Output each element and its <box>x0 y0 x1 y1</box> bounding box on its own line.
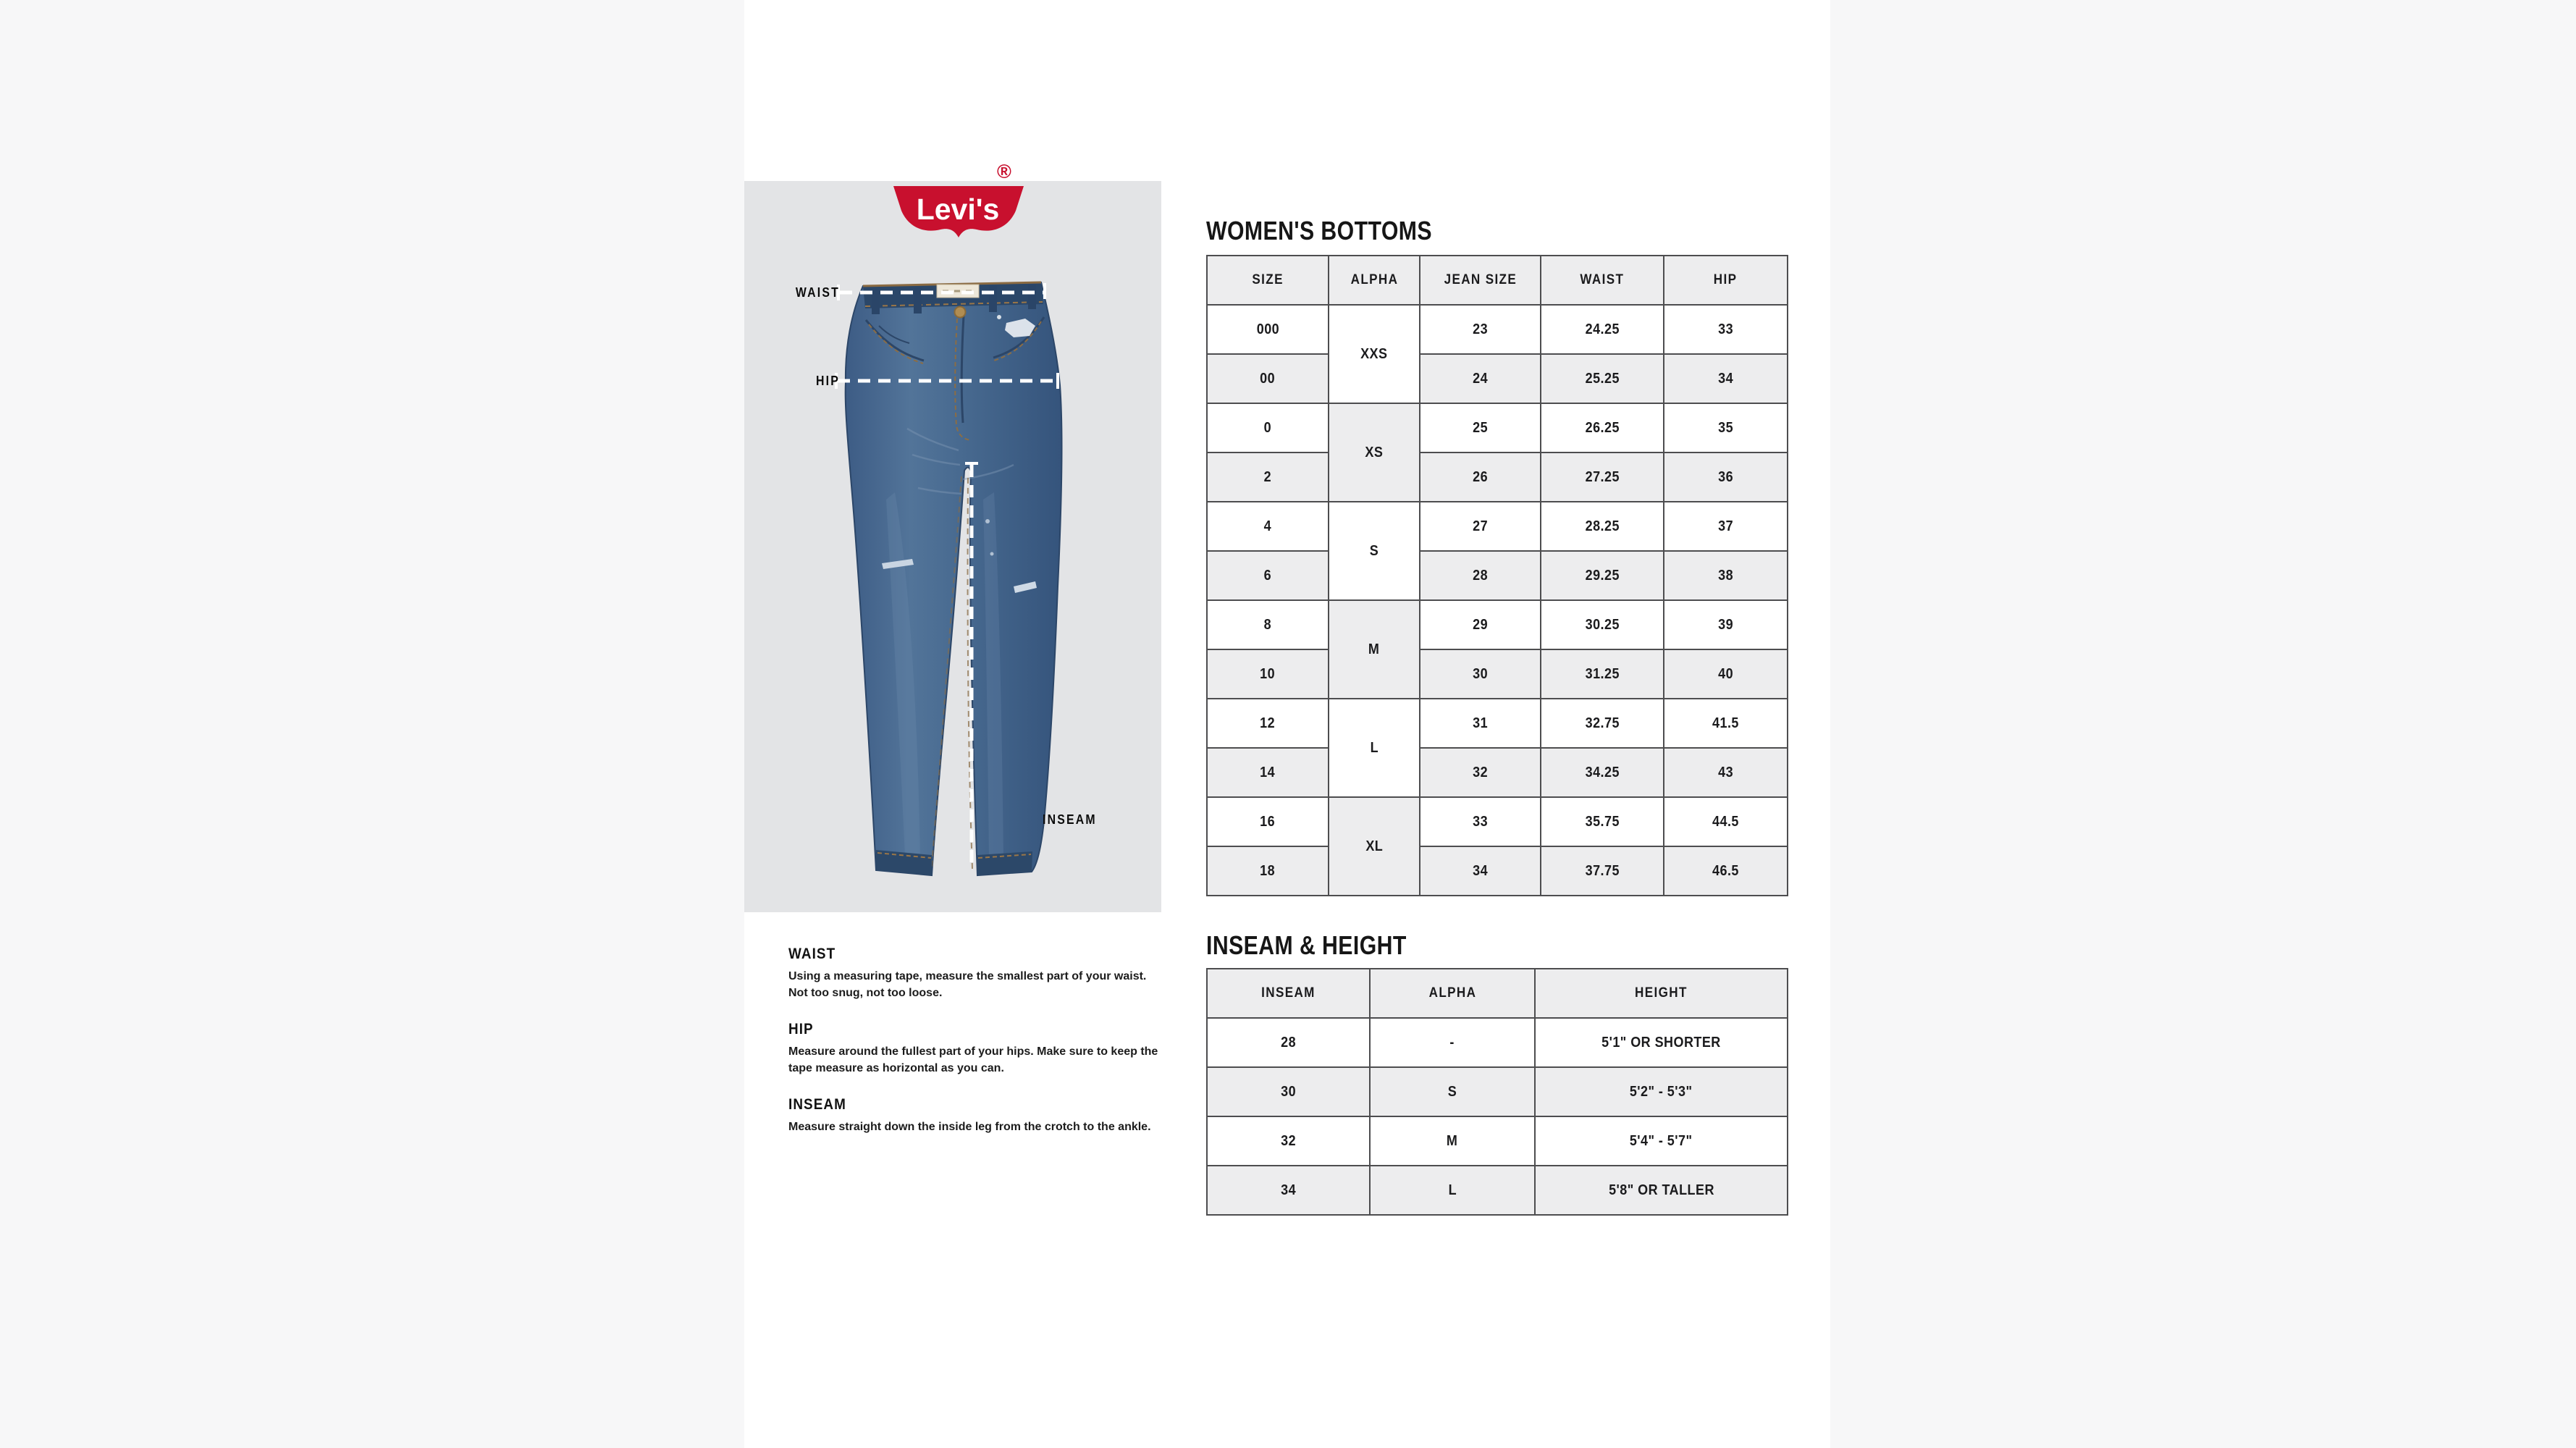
cell-height: 5'2" - 5'3" <box>1535 1067 1788 1116</box>
jeans-photo-panel <box>744 181 1161 912</box>
table-header-row <box>1207 256 1788 305</box>
cell-alpha: S <box>1370 1067 1535 1116</box>
guide-heading: WAIST <box>788 946 836 962</box>
cell-alpha: L <box>1329 699 1420 797</box>
cell-waist: 25.25 <box>1541 354 1664 403</box>
inseam-diagram-label: INSEAM <box>1043 812 1097 827</box>
size-table-row <box>1207 600 1788 649</box>
cell-waist: 37.75 <box>1541 846 1664 896</box>
cell-jean-size: 34 <box>1420 846 1541 896</box>
cell-alpha: - <box>1370 1018 1535 1067</box>
cell-jean-size: 30 <box>1420 649 1541 699</box>
guide-waist <box>788 946 1169 1001</box>
logo-wordmark: Levi's <box>916 193 1000 226</box>
cell-size: 14 <box>1207 748 1329 797</box>
registered-trademark: ® <box>997 161 1011 182</box>
cell-alpha: M <box>1370 1116 1535 1166</box>
size-table-row <box>1207 354 1788 403</box>
cell-jean-size: 33 <box>1420 797 1541 846</box>
cell-hip: 43 <box>1664 748 1788 797</box>
size-table-row <box>1207 699 1788 748</box>
column-header: SIZE <box>1207 256 1329 305</box>
cell-size: 2 <box>1207 452 1329 502</box>
cell-size: 00 <box>1207 354 1329 403</box>
inseam-table-row <box>1207 1166 1788 1215</box>
cell-hip: 41.5 <box>1664 699 1788 748</box>
cell-hip: 34 <box>1664 354 1788 403</box>
column-header: HIP <box>1664 256 1788 305</box>
guide-body: Using a measuring tape, measure the smallest part of your waist. Not too snug, not too loose. <box>788 970 1147 999</box>
cell-inseam: 32 <box>1207 1116 1370 1166</box>
cell-hip: 36 <box>1664 452 1788 502</box>
inseam-table-row <box>1207 1067 1788 1116</box>
cell-size: 18 <box>1207 846 1329 896</box>
cell-size: 4 <box>1207 502 1329 551</box>
cell-alpha: XL <box>1329 797 1420 896</box>
guide-inseam <box>788 1096 1169 1135</box>
cell-size: 10 <box>1207 649 1329 699</box>
table-header-row <box>1207 969 1788 1018</box>
cell-hip: 44.5 <box>1664 797 1788 846</box>
cell-hip: 39 <box>1664 600 1788 649</box>
guide-hip <box>788 1021 1169 1077</box>
cell-waist: 26.25 <box>1541 403 1664 452</box>
size-table-row <box>1207 305 1788 354</box>
cell-size: 0 <box>1207 403 1329 452</box>
cell-inseam: 28 <box>1207 1018 1370 1067</box>
size-table-row <box>1207 403 1788 452</box>
guide-body: Measure around the fullest part of your hips. Make sure to keep the tape measure as horizontal as you can. <box>788 1045 1158 1074</box>
cell-waist: 35.75 <box>1541 797 1664 846</box>
cell-waist: 31.25 <box>1541 649 1664 699</box>
content-area <box>744 0 1830 1448</box>
size-table-row <box>1207 551 1788 600</box>
cell-waist: 32.75 <box>1541 699 1664 748</box>
cell-jean-size: 26 <box>1420 452 1541 502</box>
size-table-row <box>1207 797 1788 846</box>
cell-waist: 27.25 <box>1541 452 1664 502</box>
bottoms-size-table <box>1206 255 1788 896</box>
inseam-height-table <box>1206 968 1788 1216</box>
inseam-section-title: INSEAM & HEIGHT <box>1206 930 1407 960</box>
cell-jean-size: 32 <box>1420 748 1541 797</box>
cell-alpha: XS <box>1329 403 1420 502</box>
column-header: INSEAM <box>1207 969 1370 1018</box>
cell-hip: 40 <box>1664 649 1788 699</box>
size-table-row <box>1207 452 1788 502</box>
measurement-guides <box>788 946 1169 1155</box>
size-table-row <box>1207 846 1788 896</box>
guide-heading: INSEAM <box>788 1096 846 1113</box>
inseam-table-row <box>1207 1018 1788 1067</box>
cell-alpha: L <box>1370 1166 1535 1215</box>
cell-waist: 30.25 <box>1541 600 1664 649</box>
cell-height: 5'1" OR SHORTER <box>1535 1018 1788 1067</box>
levis-logo <box>893 161 1024 242</box>
cell-waist: 34.25 <box>1541 748 1664 797</box>
cell-waist: 29.25 <box>1541 551 1664 600</box>
cell-waist: 28.25 <box>1541 502 1664 551</box>
size-table-row <box>1207 649 1788 699</box>
column-header: JEAN SIZE <box>1420 256 1541 305</box>
cell-size: 12 <box>1207 699 1329 748</box>
cell-jean-size: 27 <box>1420 502 1541 551</box>
guide-heading: HIP <box>788 1021 814 1037</box>
cell-waist: 24.25 <box>1541 305 1664 354</box>
cell-hip: 35 <box>1664 403 1788 452</box>
hip-diagram-label: HIP <box>815 374 840 388</box>
cell-hip: 38 <box>1664 551 1788 600</box>
levis-batwing-icon <box>893 182 1024 242</box>
cell-size: 8 <box>1207 600 1329 649</box>
size-table-row <box>1207 502 1788 551</box>
guide-body: Measure straight down the inside leg from the crotch to the ankle. <box>788 1121 1151 1133</box>
cell-jean-size: 25 <box>1420 403 1541 452</box>
column-header: ALPHA <box>1370 969 1535 1018</box>
cell-alpha: XXS <box>1329 305 1420 403</box>
cell-height: 5'8" OR TALLER <box>1535 1166 1788 1215</box>
cell-jean-size: 23 <box>1420 305 1541 354</box>
column-header: HEIGHT <box>1535 969 1788 1018</box>
column-header: WAIST <box>1541 256 1664 305</box>
cell-alpha: M <box>1329 600 1420 699</box>
cell-size: 000 <box>1207 305 1329 354</box>
inseam-table-row <box>1207 1116 1788 1166</box>
waist-diagram-label: WAIST <box>795 285 840 300</box>
cell-inseam: 30 <box>1207 1067 1370 1116</box>
cell-size: 16 <box>1207 797 1329 846</box>
cell-height: 5'4" - 5'7" <box>1535 1116 1788 1166</box>
cell-size: 6 <box>1207 551 1329 600</box>
cell-alpha: S <box>1329 502 1420 600</box>
cell-jean-size: 28 <box>1420 551 1541 600</box>
cell-jean-size: 31 <box>1420 699 1541 748</box>
cell-hip: 37 <box>1664 502 1788 551</box>
size-table-row <box>1207 748 1788 797</box>
cell-hip: 33 <box>1664 305 1788 354</box>
cell-jean-size: 29 <box>1420 600 1541 649</box>
cell-jean-size: 24 <box>1420 354 1541 403</box>
bottoms-section-title: WOMEN'S BOTTOMS <box>1206 216 1432 245</box>
cell-hip: 46.5 <box>1664 846 1788 896</box>
cell-inseam: 34 <box>1207 1166 1370 1215</box>
column-header: ALPHA <box>1329 256 1420 305</box>
